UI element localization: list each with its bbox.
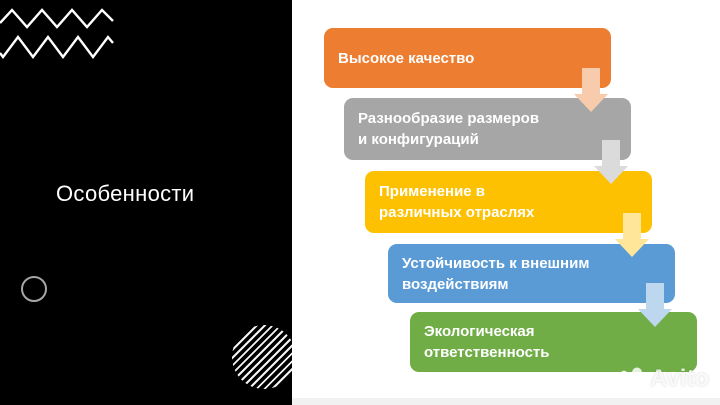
process-step — [388, 244, 675, 303]
process-step — [365, 171, 652, 233]
avito-logo-icon — [616, 365, 648, 392]
process-step-label: Экологическая — [424, 323, 535, 340]
process-step-label: Высокое качество — [338, 49, 475, 67]
process-step — [410, 312, 697, 372]
avito-watermark-label: Avito — [650, 364, 710, 392]
process-step-label: Устойчивость к внешним — [402, 254, 590, 272]
bottom-edge-strip — [292, 398, 720, 405]
process-step-label: Разнообразие размеров — [358, 110, 540, 127]
process-step-label: различных отраслях — [379, 204, 535, 221]
process-step-label: ответственность — [424, 344, 550, 361]
process-step-label: воздействиям — [402, 275, 509, 293]
process-step-label: и конфигураций — [358, 131, 479, 148]
process-step — [344, 98, 631, 160]
process-step-label: Применение в — [379, 183, 486, 200]
avito-watermark — [616, 365, 709, 392]
slide-title: Особенности — [56, 181, 195, 206]
process-step — [324, 28, 611, 88]
